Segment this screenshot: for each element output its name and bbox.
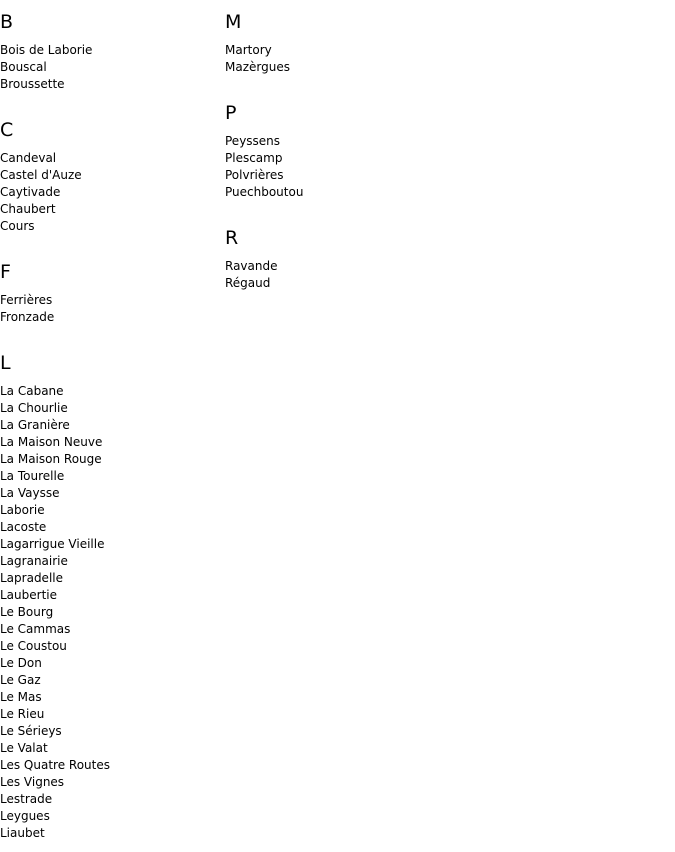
name-list: [225, 42, 445, 76]
group-letter-heading: F: [0, 261, 11, 283]
place-name-link[interactable]: Polvrières: [225, 168, 284, 182]
name-list: [0, 150, 220, 235]
letter-group: [0, 351, 220, 842]
place-name-link[interactable]: Martory: [225, 43, 272, 57]
place-name-link[interactable]: Bois de Laborie: [0, 43, 93, 57]
place-name-link[interactable]: Les Vignes: [0, 775, 65, 789]
place-name-link[interactable]: Ravande: [225, 259, 278, 273]
place-name-link[interactable]: Le Valat: [0, 741, 48, 755]
right-column: [225, 0, 445, 292]
place-name-link[interactable]: Castel d'Auze: [0, 168, 82, 182]
place-name-link[interactable]: La Tourelle: [0, 469, 65, 483]
place-name-link[interactable]: Les Quatre Routes: [0, 758, 110, 772]
group-letter-heading: L: [0, 352, 11, 374]
place-name-link[interactable]: Lestrade: [0, 792, 53, 806]
name-list: [225, 133, 445, 201]
place-name-link[interactable]: Lapradelle: [0, 571, 63, 585]
group-letter-heading: B: [0, 11, 14, 33]
place-name-link[interactable]: Laubertie: [0, 588, 57, 602]
place-name-link[interactable]: Lacoste: [0, 520, 47, 534]
place-name-link[interactable]: Le Don: [0, 656, 42, 670]
letter-group: [0, 118, 220, 235]
place-name-link[interactable]: La Maison Neuve: [0, 435, 103, 449]
group-letter-heading: M: [225, 11, 242, 33]
place-name-link[interactable]: Le Rieu: [0, 707, 45, 721]
place-name-link[interactable]: La Chourlie: [0, 401, 68, 415]
group-letter-heading: R: [225, 227, 239, 249]
place-name-link[interactable]: Ferrières: [0, 293, 53, 307]
place-name-link[interactable]: Lagranairie: [0, 554, 68, 568]
place-name-link[interactable]: Le Sérieys: [0, 724, 62, 738]
place-name-link[interactable]: Bouscal: [0, 60, 47, 74]
place-name-link[interactable]: Mazèrgues: [225, 60, 290, 74]
place-name-link[interactable]: Le Coustou: [0, 639, 67, 653]
place-name-link[interactable]: Le Bourg: [0, 605, 54, 619]
letter-group: [0, 260, 220, 326]
place-name-link[interactable]: Leygues: [0, 809, 50, 823]
letter-group: [225, 226, 445, 292]
place-name-link[interactable]: Chaubert: [0, 202, 56, 216]
letter-group: [225, 101, 445, 201]
place-name-link[interactable]: Caytivade: [0, 185, 61, 199]
place-name-link[interactable]: Liaubet: [0, 826, 45, 840]
place-name-link[interactable]: Le Gaz: [0, 673, 41, 687]
place-name-link[interactable]: Régaud: [225, 276, 271, 290]
letter-group: [0, 10, 220, 93]
letter-group: [225, 10, 445, 76]
place-name-link[interactable]: La Vaysse: [0, 486, 60, 500]
place-name-link[interactable]: Plescamp: [225, 151, 283, 165]
place-name-link[interactable]: Peyssens: [225, 134, 281, 148]
place-name-link[interactable]: Laborie: [0, 503, 45, 517]
group-letter-heading: P: [225, 102, 237, 124]
place-name-link[interactable]: Puechboutou: [225, 185, 304, 199]
place-name-link[interactable]: Le Mas: [0, 690, 42, 704]
place-name-link[interactable]: Fronzade: [0, 310, 55, 324]
place-name-link[interactable]: La Maison Rouge: [0, 452, 102, 466]
name-list: [0, 292, 220, 326]
name-list: [0, 42, 220, 93]
group-letter-heading: C: [0, 119, 14, 141]
left-column: [0, 0, 220, 842]
place-name-link[interactable]: Lagarrigue Vieille: [0, 537, 105, 551]
place-name-link[interactable]: Broussette: [0, 77, 65, 91]
name-list: [0, 383, 220, 842]
place-name-link[interactable]: Candeval: [0, 151, 57, 165]
name-list: [225, 258, 445, 292]
place-name-link[interactable]: La Granière: [0, 418, 70, 432]
place-name-link[interactable]: La Cabane: [0, 384, 64, 398]
place-name-link[interactable]: Cours: [0, 219, 35, 233]
place-name-link[interactable]: Le Cammas: [0, 622, 71, 636]
